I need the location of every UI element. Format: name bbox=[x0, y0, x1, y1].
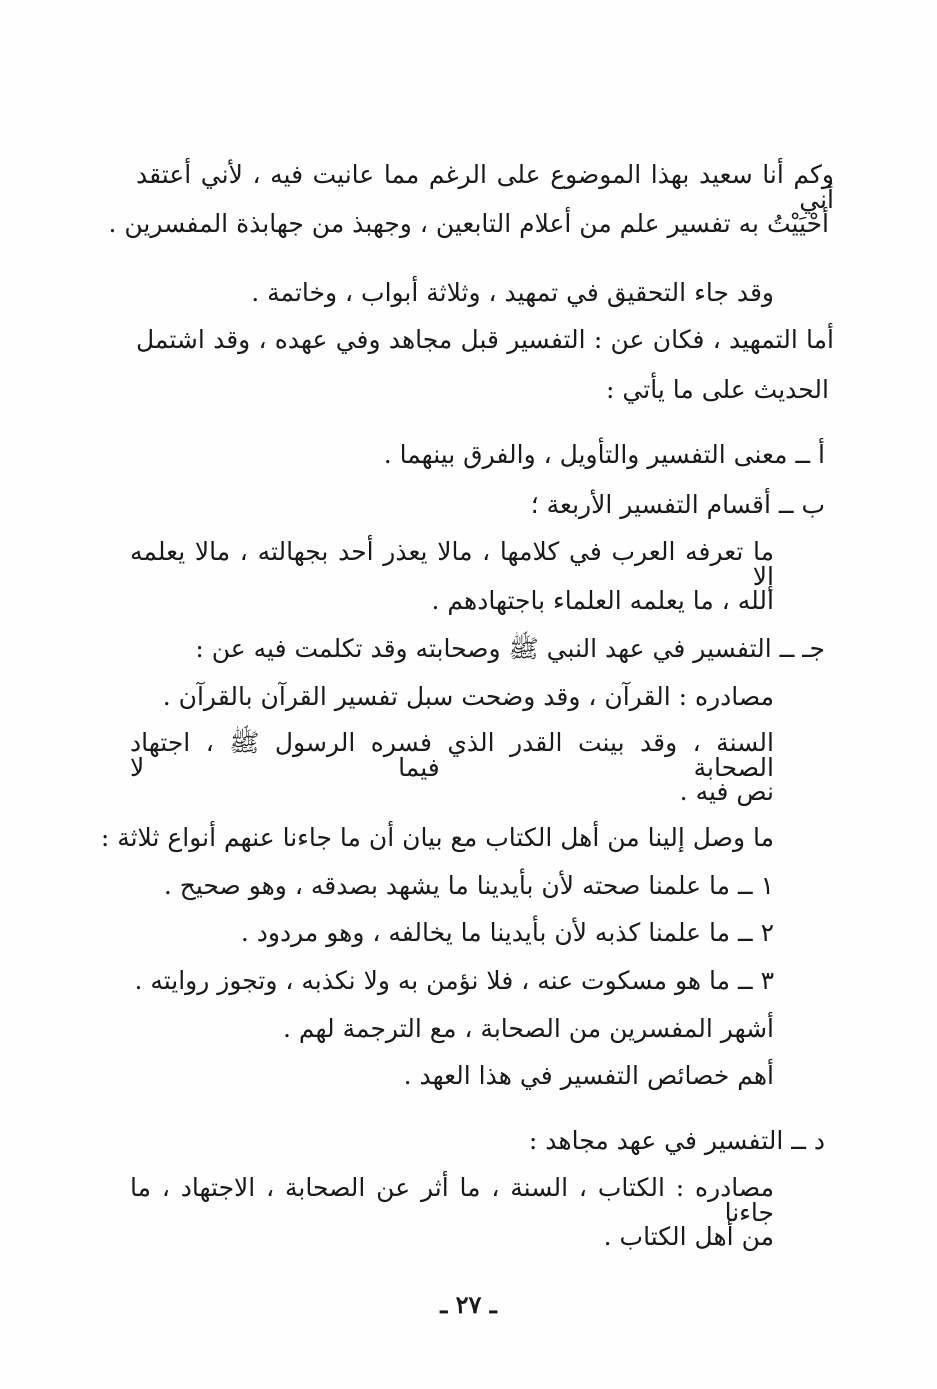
numbered-item-2: ٢ ــ ما علمنا كذبه لأن بأيدينا ما يخالفه ، وهو مردود . bbox=[240, 918, 774, 947]
paragraph-line-5: الحديث على ما يأتي : bbox=[606, 375, 829, 404]
paragraph-line-18: أشهر المفسرين من الصحابة ، مع الترجمة لهم . bbox=[282, 1014, 774, 1043]
paragraph-line-2: أحْيَيْتُ به تفسير علم من أعلام التابعين ، وجهبذ من جهابذة المفسرين . bbox=[108, 209, 829, 238]
paragraph-line-8: ما تعرفه العرب في كلامها ، مالا يعذر أحد بجهالته ، مالا يعلمه إلا bbox=[130, 537, 774, 591]
list-item-c: جـ ــ التفسير في عهد النبي ﷺ وصحابته وقد تكلمت فيه عن : bbox=[195, 634, 825, 663]
paragraph-line-13: نص فيه . bbox=[679, 777, 774, 806]
paragraph-line-12: السنة ، وقد بينت القدر الذي فسره الرسول ﷺ ، اجتهاد الصحابة فيما لا bbox=[130, 728, 774, 782]
paragraph-line-3: وقد جاء التحقيق في تمهيد ، وثلاثة أبواب ، وخاتمة . bbox=[251, 278, 774, 307]
page-number: ـ ٢٧ ـ bbox=[440, 1290, 497, 1319]
paragraph-line-1: وكم أنا سعيد بهذا الموضوع على الرغم مما عانيت فيه ، لأني أعتقد أني bbox=[136, 160, 834, 214]
numbered-item-1: ١ ــ ما علمنا صحته لأن بأيدينا ما يشهد بصدقه ، وهو صحيح . bbox=[163, 871, 774, 900]
paragraph-line-14: ما وصل إلينا من أهل الكتاب مع بيان أن ما جاءنا عنهم أنواع ثلاثة : bbox=[100, 823, 774, 852]
paragraph-line-4: أما التمهيد ، فكان عن : التفسير قبل مجاهد وفي عهده ، وقد اشتمل bbox=[136, 325, 834, 354]
paragraph-line-21: مصادره : الكتاب ، السنة ، ما أثر عن الصحابة ، الاجتهاد ، ما جاءنا bbox=[130, 1173, 774, 1227]
numbered-item-3: ٣ ــ ما هو مسكوت عنه ، فلا نؤمن به ولا نكذبه ، وتجوز روايته . bbox=[134, 966, 774, 995]
list-item-a: أ ــ معنى التفسير والتأويل ، والفرق بينهما . bbox=[383, 440, 825, 469]
paragraph-line-11: مصادره : القرآن ، وقد وضحت سبل تفسير القرآن بالقرآن . bbox=[162, 682, 774, 711]
paragraph-line-22: من أهل الكتاب . bbox=[603, 1222, 774, 1251]
list-item-d: د ــ التفسير في عهد مجاهد : bbox=[528, 1126, 825, 1155]
paragraph-line-9: الله ، ما يعلمه العلماء باجتهادهم . bbox=[431, 586, 774, 615]
paragraph-line-19: أهم خصائص التفسير في هذا العهد . bbox=[403, 1061, 774, 1090]
list-item-b: ب ــ أقسام التفسير الأربعة ؛ bbox=[530, 490, 825, 519]
